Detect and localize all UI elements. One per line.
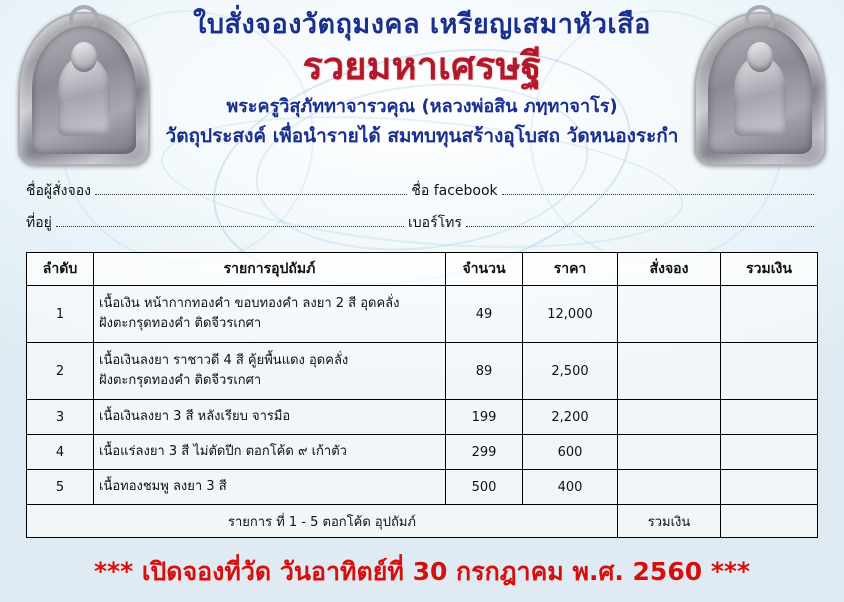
cell-quantity: 49 (446, 286, 523, 343)
summary-label: รายการ ที่ 1 - 5 ตอกโค้ด อุปถัมภ์ (27, 505, 618, 538)
phone-label: เบอร์โทร (407, 215, 462, 231)
th-description: รายการอุปถัมภ์ (94, 253, 446, 286)
table-row (27, 435, 818, 470)
phone-input[interactable] (466, 213, 814, 227)
cell-quantity: 89 (446, 343, 523, 400)
table-row (27, 343, 818, 400)
facebook-label: ชื่อ facebook (411, 183, 498, 199)
cell-quantity: 199 (446, 400, 523, 435)
cell-description (94, 343, 446, 400)
cell-no: 1 (27, 286, 94, 343)
cell-price: 400 (523, 470, 618, 505)
page-title: ใบสั่งจองวัตถุมงคล เหรียญเสมาหัวเสือ (193, 9, 651, 40)
cell-total-input[interactable] (721, 343, 818, 400)
page-subtitle-red: รวยมหาเศรษฐี (302, 43, 542, 88)
cell-no: 2 (27, 343, 94, 400)
cell-quantity: 299 (446, 435, 523, 470)
cell-description: เนื้อทองชมพู ลงยา 3 สี (94, 470, 446, 505)
cell-order-input[interactable] (618, 470, 721, 505)
desc-line-1: เนื้อเงิน หน้ากากทองคำ ขอบทองคำ ลงยา 2 สี อุดคลั่ง (99, 295, 400, 311)
summary-total-input[interactable] (721, 505, 818, 538)
cell-description: เนื้อแร่ลงยา 3 สี ไม่ตัดปีก ตอกโค้ด ๙ เก้าตัว (94, 435, 446, 470)
table-row (27, 400, 818, 435)
cell-price: 12,000 (523, 286, 618, 343)
items-table (26, 252, 818, 538)
cell-no: 4 (27, 435, 94, 470)
cell-price: 2,500 (523, 343, 618, 400)
table-header-row (27, 253, 818, 286)
footer-notice: *** เปิดจองที่วัด วันอาทิตย์ที่ 30 กรกฎาคม พ.ศ. 2560 *** (93, 557, 751, 586)
table-summary-row (27, 505, 818, 538)
table-row (27, 470, 818, 505)
th-total: รวมเงิน (721, 253, 818, 286)
cell-price: 600 (523, 435, 618, 470)
cell-no: 5 (27, 470, 94, 505)
items-table-wrapper (26, 252, 818, 538)
form-row-address (26, 212, 818, 234)
name-input[interactable] (95, 181, 407, 195)
desc-line-1: เนื้อเงินลงยา ราชาวดี 4 สี คู้ยพื้นแดง อุดคลั่ง (99, 352, 349, 368)
form-fields (26, 180, 818, 244)
table-row (27, 286, 818, 343)
facebook-input[interactable] (502, 181, 814, 195)
table-head (27, 253, 818, 286)
th-quantity: จำนวน (446, 253, 523, 286)
cell-total-input[interactable] (721, 400, 818, 435)
th-order: สั่งจอง (618, 253, 721, 286)
purpose-line: วัตถุประสงค์ เพื่อนำรายได้ สมทบทุนสร้างอุโบสถ วัดหนองระกำ (165, 124, 679, 147)
cell-price: 2,200 (523, 400, 618, 435)
cell-total-input[interactable] (721, 286, 818, 343)
cell-order-input[interactable] (618, 435, 721, 470)
cell-order-input[interactable] (618, 286, 721, 343)
cell-description: เนื้อเงินลงยา 3 สี หลังเรียบ จารมือ (94, 400, 446, 435)
name-label: ชื่อผู้สั่งจอง (26, 183, 91, 199)
cell-total-input[interactable] (721, 470, 818, 505)
desc-line-2: ฝังตะกรุดทองคำ ติดจีวรเกศา (99, 373, 262, 388)
address-label: ที่อยู่ (26, 215, 52, 231)
page-header (0, 8, 844, 148)
th-no: ลำดับ (27, 253, 94, 286)
address-input[interactable] (56, 213, 404, 227)
desc-line-2: ฝังตะกรุดทองคำ ติดจีวรเกศา (99, 316, 262, 331)
form-row-name (26, 180, 818, 202)
table-body (27, 286, 818, 538)
cell-order-input[interactable] (618, 400, 721, 435)
cell-no: 3 (27, 400, 94, 435)
th-price: ราคา (523, 253, 618, 286)
cell-description (94, 286, 446, 343)
cell-order-input[interactable] (618, 343, 721, 400)
cell-total-input[interactable] (721, 435, 818, 470)
monk-name-line: พระครูวิสุภัททาจารวคุณ (หลวงพ่อสิน ภทฺทาจาโร) (226, 96, 618, 118)
cell-quantity: 500 (446, 470, 523, 505)
summary-total-label: รวมเงิน (618, 505, 721, 538)
